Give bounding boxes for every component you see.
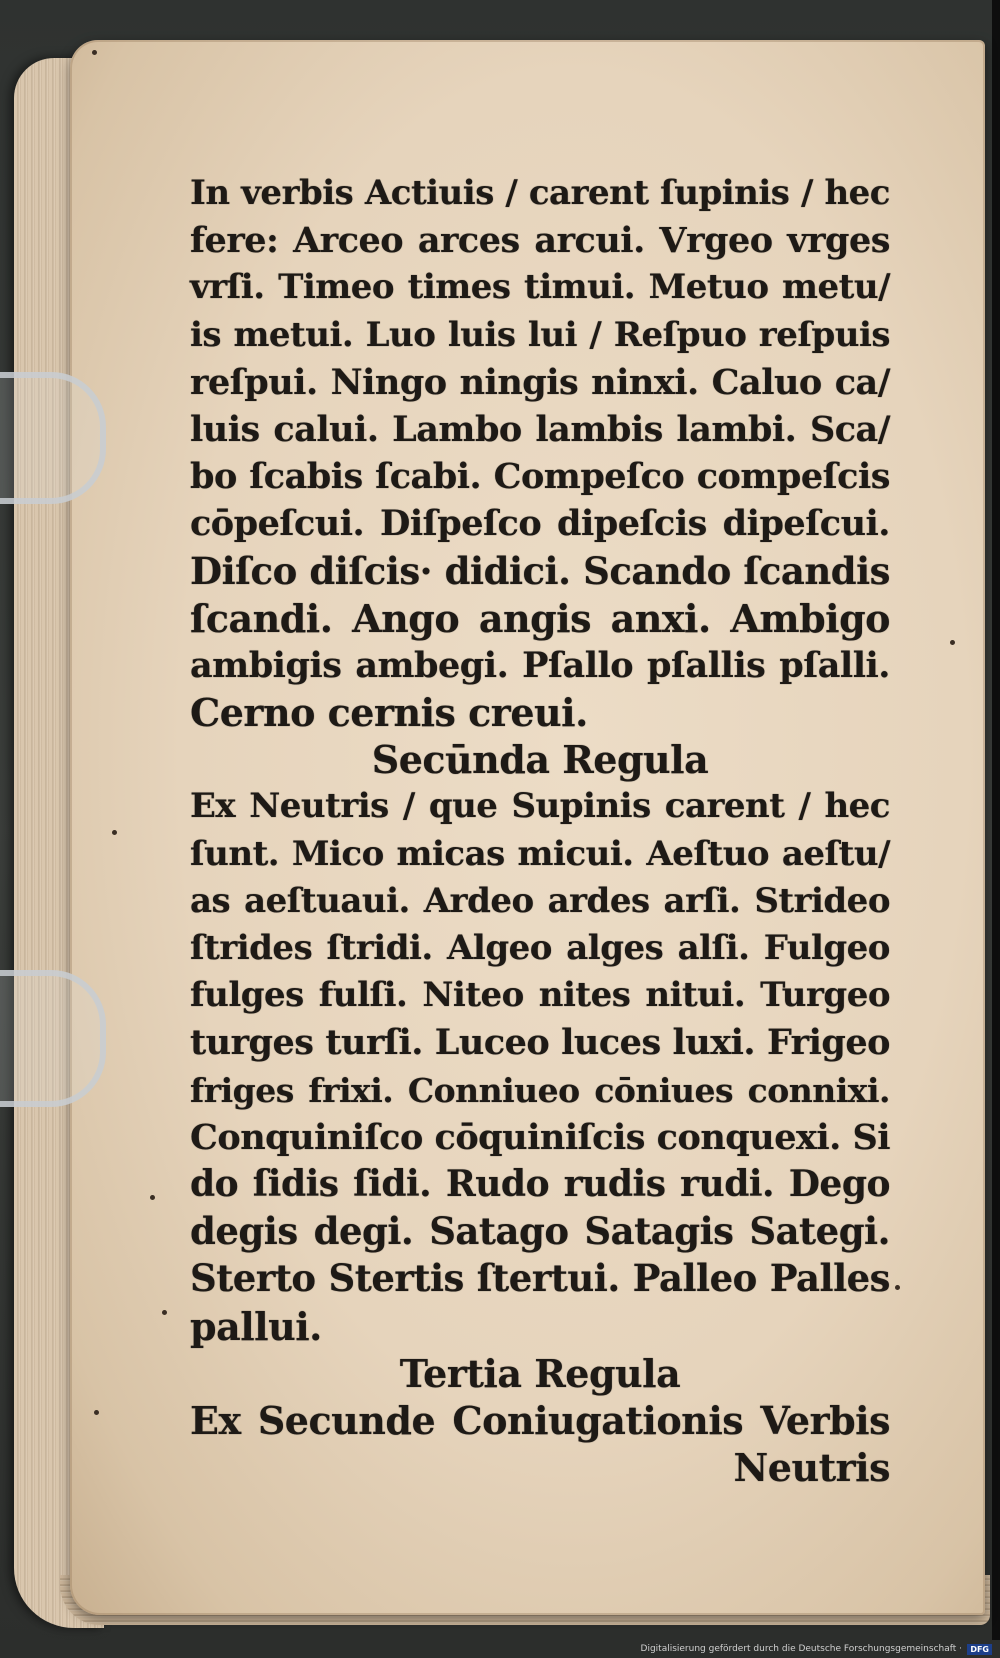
text-line: Conquiniſco cōquiniſcis conquexi. Si bbox=[190, 1116, 891, 1158]
text-line: Ex Secunde Coniugationis Verbis bbox=[190, 1397, 890, 1443]
dfg-logo: DFG bbox=[967, 1644, 992, 1655]
text-line: Sterto Stertis ſtertui. Palleo Palles bbox=[190, 1256, 890, 1301]
text-line: ambigis ambegi. Pſallo pſallis pſalli. bbox=[190, 644, 890, 686]
text-line: Cerno cernis creui. bbox=[190, 690, 588, 736]
scan-edge bbox=[992, 0, 1000, 1640]
paper-speck bbox=[162, 1310, 167, 1315]
text-line: reſpui. Ningo ningis ninxi. Caluo ca/ bbox=[190, 361, 890, 403]
text-line: degis degi. Satago Satagis Sategi. bbox=[190, 1209, 890, 1254]
text-line: cōpeſcui. Diſpeſco dipeſcis dipeſcui. bbox=[190, 503, 890, 545]
text-line: Tertia Regula bbox=[399, 1350, 681, 1396]
text-line: pallui. bbox=[190, 1303, 322, 1349]
text-line: Secūnda Regula bbox=[371, 737, 709, 783]
paper-speck bbox=[94, 1410, 99, 1415]
page-text bbox=[190, 170, 890, 1491]
paper-speck bbox=[950, 640, 955, 645]
text-line: ſunt. Mico micas micui. Aeſtuo aeſtu/ bbox=[190, 833, 890, 874]
page-clip-top bbox=[0, 372, 106, 504]
paper-speck bbox=[150, 1195, 155, 1200]
text-line: do ſidis ſidi. Rudo rudis rudi. Dego bbox=[190, 1162, 890, 1205]
paper-speck bbox=[112, 830, 117, 835]
paper-speck bbox=[895, 1285, 900, 1290]
text-line: ſtrides ſtridi. Algeo alges alſi. Fulgeo bbox=[190, 928, 890, 968]
text-line: is metui. Luo luis lui / Reſpuo reſpuis bbox=[190, 314, 890, 355]
paper-speck bbox=[92, 50, 97, 55]
text-line: Neutris bbox=[733, 1445, 890, 1491]
text-line: In verbis Actiuis / carent ſupinis / hec bbox=[190, 173, 890, 213]
text-line: bo ſcabis ſcabi. Compeſco compeſcis bbox=[190, 456, 890, 498]
text-line: fulges fulſi. Niteo nites nitui. Turgeo bbox=[190, 975, 890, 1016]
text-line: ſcandi. Ango angis anxi. Ambigo bbox=[190, 595, 890, 641]
text-line: luis calui. Lambo lambis lambi. Sca/ bbox=[190, 408, 890, 450]
text-line: turges turſi. Luceo luces luxi. Frigeo bbox=[190, 1022, 890, 1064]
text-line: fere: Arceo arces arcui. Vrgeo vrges bbox=[190, 220, 890, 262]
text-line: Diſco diſcis· didici. Scando ſcandis bbox=[190, 548, 890, 593]
digitization-credit: Digitalisierung gefördert durch die Deutsche Forschungsgemeinschaft · bbox=[640, 1644, 962, 1654]
text-line: Ex Neutris / que Supinis carent / hec bbox=[190, 786, 890, 827]
text-line: vrſi. Timeo times timui. Metuo metu/ bbox=[190, 267, 890, 308]
page-clip-bottom bbox=[0, 970, 106, 1107]
text-line: friges frixi. Conniueo cōniues connixi. bbox=[190, 1070, 890, 1110]
text-line: as aeſtuaui. Ardeo ardes arſi. Strideo bbox=[190, 880, 890, 921]
